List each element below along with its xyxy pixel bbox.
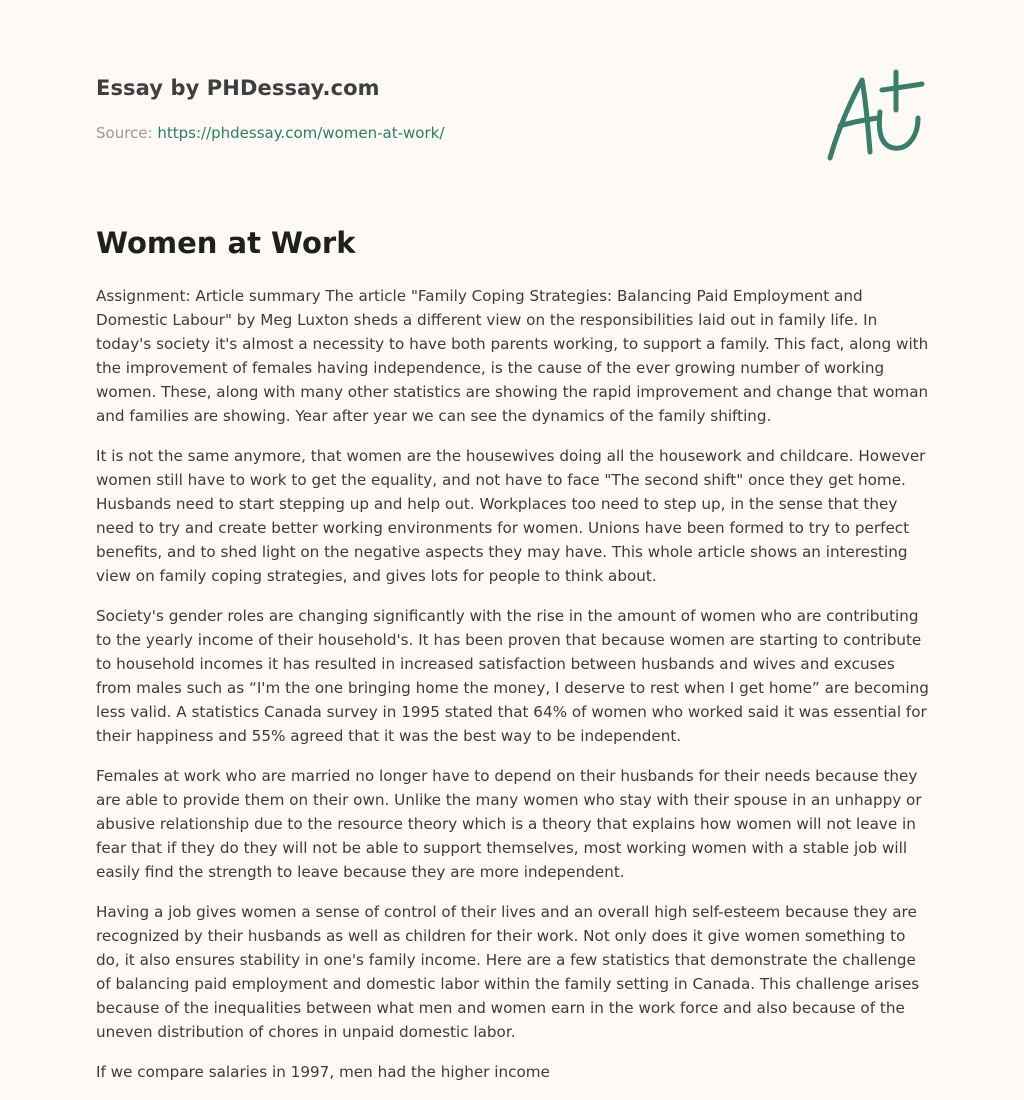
essay-body: [96, 284, 932, 1100]
source-line: [96, 124, 444, 142]
essay-title: Women at Work: [96, 226, 356, 260]
essay-paragraph: Having a job gives women a sense of control of their lives and an overall high self-esteem because they are recognized by their husbands as well as children for their work. Not only does it give women something to do, it also ensures stability in one's family income. Here are a few statistics that demonstrate the challenge of balancing paid employment and domestic labor within the family setting in Canada. This challenge arises because of the inequalities between what men and women earn in the work force and also because of the uneven distribution of chores in unpaid domestic labor.: [96, 903, 920, 1041]
essay-paragraph: Society's gender roles are changing significantly with the rise in the amount of women who are contributing to the yearly income of their household's. It has been proven that because women are starting to contribute to household incomes it has resulted in increased satisfaction between husbands and wives and excuses from males such as “I'm the one bringing home the money, I deserve to rest when I get home” are becoming less valid. A statistics Canada survey in 1995 stated that 64% of women who worked said it was essential for their happiness and 55% agreed that it was the best way to be independent.: [96, 607, 929, 745]
essay-paragraph: If we compare salaries in 1997, men had the higher income: [96, 1063, 550, 1081]
source-link[interactable]: https://phdessay.com/women-at-work/: [157, 124, 445, 142]
source-label: Source:: [96, 124, 153, 142]
essay-paragraph: Assignment: Article summary The article "Family Coping Strategies: Balancing Paid Employment and Domestic Labour" by Meg Luxton sheds a different view on the responsibilities laid out in family life. In today's society it's almost a necessity to have both parents working, to support a family. This fact, along with the improvement of females having independence, is the cause of the ever growing number of working women. These, along with many other statistics are showing the rapid improvement and change that woman and families are showing. Year after year we can see the dynamics of the family shifting.: [96, 287, 929, 425]
essay-paragraph: It is not the same anymore, that women are the housewives doing all the housework and childcare. However women still have to work to get the equality, and not have to face "The second shift" once they get home. Husbands need to start stepping up and help out. Workplaces too need to step up, in the sense that they need to try and create better working environments for women. Unions have been formed to try to perfect benefits, and to shed light on the negative aspects they may have. This whole article shows an interesting view on family coping strategies, and gives lots for people to think about.: [96, 447, 926, 585]
a-plus-logo-icon: [822, 68, 928, 164]
essay-paragraph: Females at work who are married no longer have to depend on their husbands for their needs because they are able to provide them on their own. Unlike the many women who stay with their spouse in an unhappy or abusive relationship due to the resource theory which is a theory that explains how women will not leave in fear that if they do they will not be able to support themselves, most working women with a stable job will easily find the strength to leave because they are more independent.: [96, 767, 922, 881]
site-brand: Essay by PHDessay.com: [96, 76, 380, 100]
